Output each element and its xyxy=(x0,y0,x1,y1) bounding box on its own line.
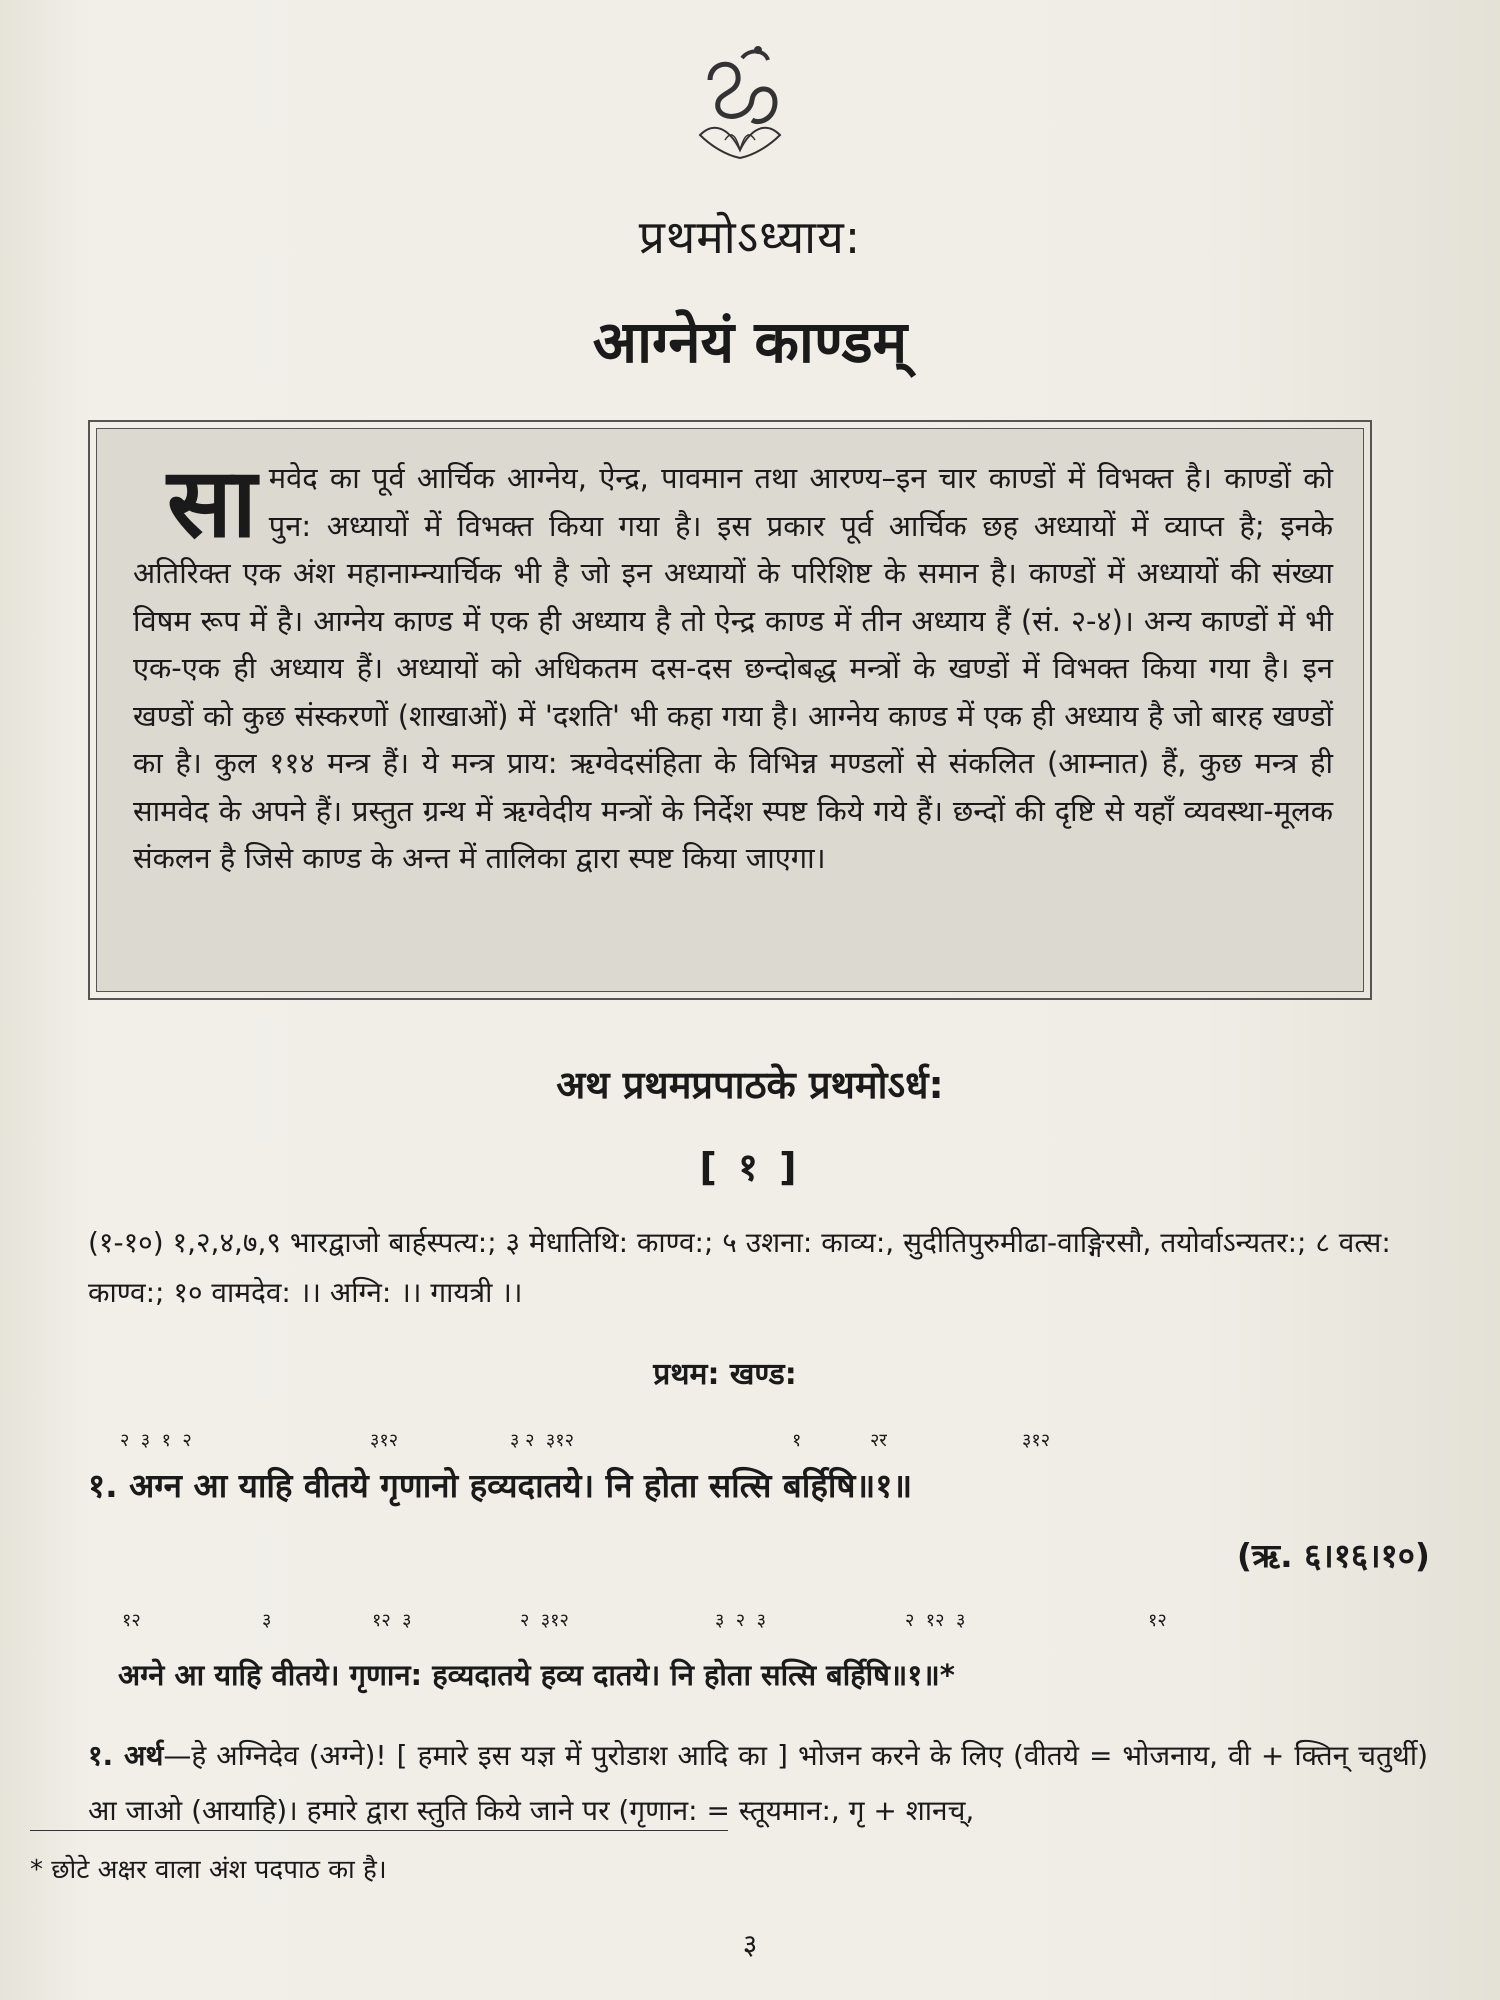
kanda-title: आग्नेयं काण्डम् xyxy=(592,308,908,376)
khanda-heading: प्रथम: खण्ड: xyxy=(653,1357,797,1392)
intro-inner xyxy=(96,428,1364,992)
padapatha-svara-2: ३ xyxy=(262,1610,272,1631)
dropcap: सा xyxy=(167,446,257,559)
footnote: * छोटे अक्षर वाला अंश पदपाठ का है। xyxy=(30,1855,387,1885)
padapatha-svara-4: २ ३१२ xyxy=(520,1610,569,1631)
padapatha-svara-7: १२ xyxy=(1148,1610,1167,1631)
chapter-title: प्रथमोऽध्याय: xyxy=(638,210,862,264)
padapatha-svara-3: १२ ३ xyxy=(372,1610,412,1631)
om-lotus-emblem xyxy=(680,40,800,170)
mantra-svara-5: २र xyxy=(870,1430,887,1451)
rishi-line: (१-१०) १,२,४,७,९ भारद्वाजो बार्हस्पत्य:; ३ मेधातिथि: काण्व:; ५ उशना: काव्य:, सुदीतिपुरुमीढा-वाङ्गिरसौ, तयोर्वाऽन्यतर:; ८ वत्स: काण्व:; १० वामदेव: ।। अग्नि: ।। गायत्री ।। xyxy=(88,1226,1391,1309)
mantra-1: १. अग्न आ याहि वीतये गृणानो हव्यदातये। नि होता सत्सि बर्हिषि॥१॥ xyxy=(88,1466,913,1505)
padapatha: अग्ने आ याहि वीतये। गृणान: हव्यदातये हव्य दातये। नि होता सत्सि बर्हिषि॥१॥* xyxy=(118,1658,955,1692)
padapatha-svara-5: ३ २ ३ xyxy=(715,1610,766,1631)
meaning-label: १. अर्थ xyxy=(88,1739,164,1772)
section-number: [ १ ] xyxy=(699,1145,801,1189)
intro-text: मवेद का पूर्व आर्चिक आग्नेय, ऐन्द्र, पावमान तथा आरण्य–इन चार काण्डों में विभक्त है। काण्डों को पुन: अध्यायों में विभक्त किया गया है। इस प्रकार पूर्व आर्चिक छह अध्यायों में व्याप्त है; इनके अतिरिक्त एक अंश महानाम्न्यार्चिक भी है जो इन अध्यायों के परिशिष्ट के समान है। काण्डों में अध्यायों की संख्या विषम रूप में है। आग्नेय काण्ड में एक ही अध्याय है तो ऐन्द्र काण्ड में तीन अध्याय हैं (सं. २-४)। अन्य काण्डों में भी एक-एक ही अध्याय हैं। अध्यायों को अधिकतम दस-दस छन्दोबद्ध मन्त्रों के खण्डों में विभक्त किया गया है। इन खण्डों को कुछ संस्करणों (शाखाओं) में 'दशति' भी कहा गया है। आग्नेय काण्ड में एक ही अध्याय है जो बारह खण्डों का है। कुल ११४ मन्त्र हैं। ये मन्त्र प्राय: ऋग्वेदसंहिता के विभिन्न मण्डलों से संकलित (आम्नात) हैं, कुछ मन्त्र ही सामवेद के अपने हैं। प्रस्तुत ग्रन्थ में ऋग्वेदीय मन्त्रों के निर्देश स्पष्ट किये गये हैं। छन्दों की दृष्टि से यहाँ व्यवस्था-मूलक संकलन है जिसे काण्ड के अन्त में तालिका द्वारा स्पष्ट किया जाएगा। xyxy=(133,461,1334,875)
section-heading: अथ प्रथमप्रपाठके प्रथमोऽर्ध: xyxy=(556,1063,944,1107)
intro-paragraph xyxy=(133,446,1334,883)
footnote-rule xyxy=(30,1830,728,1831)
intro-box xyxy=(88,420,1372,1000)
rigveda-reference: (ऋ. ६।१६।१०) xyxy=(1236,1536,1430,1575)
mantra-svara-4: १ xyxy=(792,1430,802,1451)
mantra-svara-3: ३ २ ३१२ xyxy=(510,1430,574,1451)
mantra-svara-2: ३१२ xyxy=(370,1430,399,1451)
page-number: ३ xyxy=(742,1928,758,1961)
meaning-paragraph xyxy=(88,1728,1428,1838)
mantra-svara-1: २ ३ १ २ xyxy=(120,1430,192,1451)
padapatha-svara-1: १२ xyxy=(122,1610,141,1631)
mantra-svara-6: ३१२ xyxy=(1022,1430,1051,1451)
meaning-text: —हे अग्निदेव (अग्ने)! [ हमारे इस यज्ञ में पुरोडाश आदि का ] भोजन करने के लिए (वीतये = भोजनाय, वी + क्तिन् चतुर्थी) आ जाओ (आयाहि)। हमारे द्वारा स्तुति किये जाने पर (गृणान: = स्तूयमान:, गृ + शानच्, xyxy=(88,1739,1428,1827)
padapatha-svara-6: २ १२ ३ xyxy=(905,1610,966,1631)
